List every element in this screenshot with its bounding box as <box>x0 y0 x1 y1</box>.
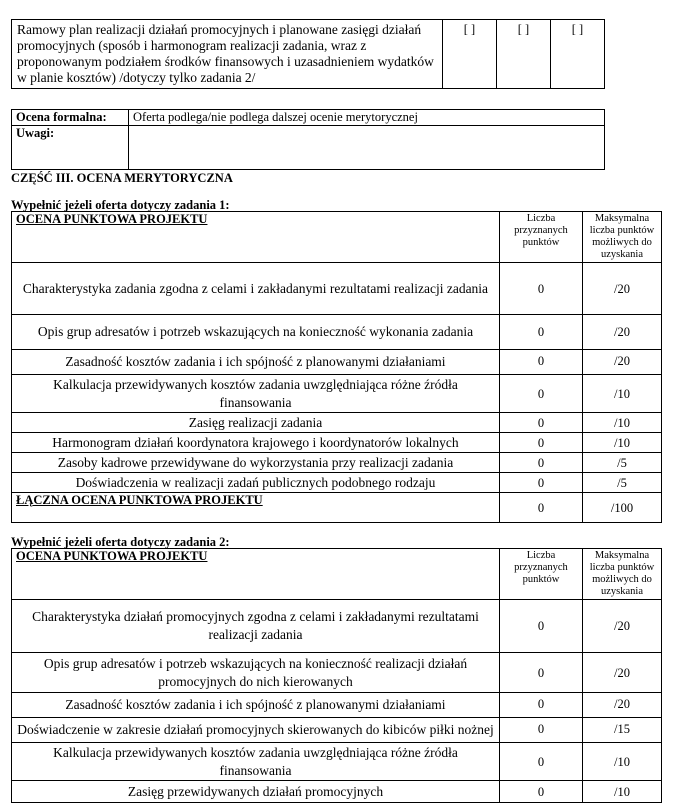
criterion-cell: Zasadność kosztów zadania i ich spójność z planowanymi działaniami <box>12 693 500 718</box>
criterion-cell: Zasoby kadrowe przewidywane do wykorzystania przy realizacji zadania <box>12 453 500 473</box>
task1-col-max: Maksymalna liczba punktów możliwych do uzyskania <box>583 212 662 263</box>
table-row <box>12 600 662 653</box>
max-points: /10 <box>583 433 662 453</box>
part3-heading: CZĘŚĆ III. OCENA MERYTORYCZNA <box>11 171 233 185</box>
task1-col-awarded: Liczba przyznanych punktów <box>500 212 583 263</box>
table-row <box>12 653 662 693</box>
remarks-field[interactable] <box>129 126 605 170</box>
awarded-points[interactable]: 0 <box>500 413 583 433</box>
max-points: /20 <box>583 263 662 315</box>
formal-value[interactable]: Oferta podlega/nie podlega dalszej ocenie merytorycznej <box>129 110 605 126</box>
criterion-cell: Harmonogram działań koordynatora krajowego i koordynatorów lokalnych <box>12 433 500 453</box>
max-points: /5 <box>583 453 662 473</box>
table-row <box>12 743 662 781</box>
task2-intro: Wypełnić jeżeli oferta dotyczy zadania 2: <box>11 535 230 549</box>
table-row <box>12 781 662 803</box>
criterion-cell: Zasadność kosztów zadania i ich spójność z planowanymi działaniami <box>12 350 500 375</box>
table-row <box>12 453 662 473</box>
task2-col-max: Maksymalna liczba punktów możliwych do uzyskania <box>583 549 662 600</box>
max-points: /10 <box>583 781 662 803</box>
awarded-points[interactable]: 0 <box>500 473 583 493</box>
awarded-points[interactable]: 0 <box>500 718 583 743</box>
criterion-cell: Charakterystyka działań promocyjnych zgodna z celami i zakładanymi rezultatami realizacji zadania <box>12 600 500 653</box>
max-points: /20 <box>583 653 662 693</box>
awarded-points[interactable]: 0 <box>500 433 583 453</box>
total-awarded[interactable]: 0 <box>500 493 583 523</box>
task1-score-table <box>11 211 662 523</box>
table-row <box>12 375 662 413</box>
max-points: /20 <box>583 600 662 653</box>
formal-assessment-table <box>11 109 605 170</box>
task2-col-awarded: Liczba przyznanych punktów <box>500 549 583 600</box>
table-row <box>12 350 662 375</box>
table-row <box>12 693 662 718</box>
awarded-points[interactable]: 0 <box>500 653 583 693</box>
task2-table-title: OCENA PUNKTOWA PROJEKTU <box>12 549 500 600</box>
criterion-cell: Doświadczenie w zakresie działań promocyjnych skierowanych do kibiców piłki nożnej <box>12 718 500 743</box>
max-points: /10 <box>583 413 662 433</box>
max-points: /20 <box>583 693 662 718</box>
task1-intro: Wypełnić jeżeli oferta dotyczy zadania 1: <box>11 198 230 212</box>
table-row <box>12 413 662 433</box>
awarded-points[interactable]: 0 <box>500 375 583 413</box>
task2-score-table <box>11 548 662 803</box>
checkbox-3[interactable]: [ ] <box>551 20 605 89</box>
total-row <box>12 493 662 523</box>
criterion-cell: Opis grup adresatów i potrzeb wskazujących na konieczność wykonania zadania <box>12 315 500 350</box>
awarded-points[interactable]: 0 <box>500 600 583 653</box>
table-row <box>12 473 662 493</box>
max-points: /5 <box>583 473 662 493</box>
criterion-cell: Kalkulacja przewidywanych kosztów zadania uwzględniająca różne źródła finansowania <box>12 743 500 781</box>
criterion-cell: Doświadczenia w realizacji zadań publicznych podobnego rodzaju <box>12 473 500 493</box>
remarks-label: Uwagi: <box>12 126 129 170</box>
max-points: /10 <box>583 375 662 413</box>
total-label: ŁĄCZNA OCENA PUNKTOWA PROJEKTU <box>12 493 500 523</box>
table-row <box>12 263 662 315</box>
max-points: /15 <box>583 718 662 743</box>
awarded-points[interactable]: 0 <box>500 350 583 375</box>
total-max: /100 <box>583 493 662 523</box>
plan-description: Ramowy plan realizacji działań promocyjnych i planowane zasięgi działań promocyjnych (sposób i harmonogram realizacji zadania, wraz z proponowanym podziałem środków finansowych i uzasadnieniem wydatków w planie kosztów) /dotyczy tylko zadania 2/ <box>12 20 443 89</box>
awarded-points[interactable]: 0 <box>500 453 583 473</box>
table-row <box>12 315 662 350</box>
criterion-cell: Kalkulacja przewidywanych kosztów zadania uwzględniająca różne źródła finansowania <box>12 375 500 413</box>
max-points: /20 <box>583 315 662 350</box>
table-row <box>12 718 662 743</box>
plan-checkbox-table <box>11 19 605 89</box>
checkbox-1[interactable]: [ ] <box>443 20 497 89</box>
max-points: /20 <box>583 350 662 375</box>
task1-table-title: OCENA PUNKTOWA PROJEKTU <box>12 212 500 263</box>
table-row <box>12 433 662 453</box>
awarded-points[interactable]: 0 <box>500 315 583 350</box>
criterion-cell: Zasięg przewidywanych działań promocyjnych <box>12 781 500 803</box>
criterion-cell: Zasięg realizacji zadania <box>12 413 500 433</box>
criterion-cell: Charakterystyka zadania zgodna z celami i zakładanymi rezultatami realizacji zadania <box>12 263 500 315</box>
checkbox-2[interactable]: [ ] <box>497 20 551 89</box>
max-points: /10 <box>583 743 662 781</box>
awarded-points[interactable]: 0 <box>500 263 583 315</box>
criterion-cell: Opis grup adresatów i potrzeb wskazujących na konieczność realizacji działań promocyjnych do nich kierowanych <box>12 653 500 693</box>
awarded-points[interactable]: 0 <box>500 781 583 803</box>
awarded-points[interactable]: 0 <box>500 743 583 781</box>
awarded-points[interactable]: 0 <box>500 693 583 718</box>
formal-label: Ocena formalna: <box>12 110 129 126</box>
